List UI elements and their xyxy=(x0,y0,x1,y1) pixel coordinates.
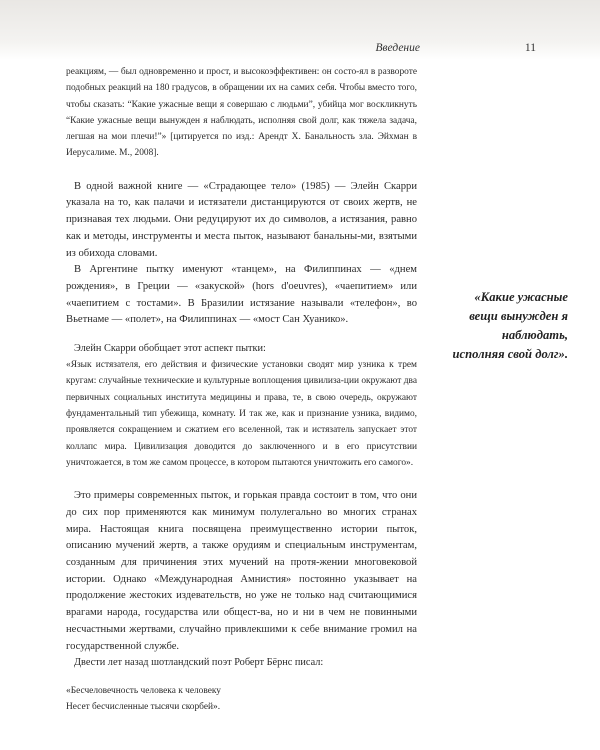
page-number: 11 xyxy=(524,42,536,54)
scarry-quote: «Язык истязателя, его действия и физические установки сводят мир узника к трем кругам: случайные технические и культурные воплощения цивилиза-ции окружают два первичных социальных института медицины и права, те, в свою очередь, окружают фундаментальный тип убежища, комнату. И так же, как и признание узника, видимо, проявляется сокращением и сжатием его вселенной, так и истязатель запускает этот коллапс мира. Цивилизация доводится до заключенного и в его присутствии уничтожается, в том же самом процессе, в котором пытаются уничтожить его самого». xyxy=(66,360,417,468)
pull-quote: «Какие ужасные вещи вынужден я наблюдать, исполняя свой долг». xyxy=(452,290,568,361)
paragraph-torture-names: В Аргентине пытку именуют «танцем», на Филиппинах — «днем рождения», в Греции — «закуской» (hors d'oeuvres), «чаепитием» или «чаепитием с тостами». В Бразилии истязание называли «телефон», во Вьетнаме — «полет», на Филиппинах — «мост Сан Хуанико». xyxy=(66,264,417,326)
paragraph-modern-torture: Это примеры современных пыток, и горькая правда состоит в том, что они до сих пор применяются как минимум полулегально во многих странах мира. Настоящая книга посвящена преимущественно истории пыток, описанию мучений жертв, а также орудиям и специальным инструментам, созданным для причинения этих мучений на протя-жении многовековой истории. Однако «Международная Амнистия» постоянно указывает на продолжение жестоких издевательств, но уже не только над считающимися врагами народа, государства или общест-ва, но и ни в чем не повинными несчастными жертвами, случайно привлекшими к себе внимание громил на государственной службе. xyxy=(66,490,417,652)
header-band xyxy=(0,0,600,60)
scarry-lead: Элейн Скарри обобщает этот аспект пытки: xyxy=(74,343,266,355)
paragraph-scarry-book: В одной важной книге — «Страдающее тело» (1985) — Элейн Скарри указала на то, как палачи и истязатели дистанцируются от своих жертв, не признавая тех людьми. Они редуцируют их до символов, а истязания, равно как и методы, инструменты и места пыток, называют банальны-ми, взятыми из обихода словами. xyxy=(66,180,417,259)
running-head: Введение xyxy=(375,42,420,54)
burns-lead: Двести лет назад шотландский поэт Роберт Бёрнс писал: xyxy=(74,657,324,669)
quote-continuation: реакциям, — был одновременно и прост, и высокоэффективен: он состо-ял в развороте подобных реакций на 180 градусов, в обращении их на самих себя. Чтобы вместо того, чтобы сказать: “Какие ужасные вещи я совершаю с людьми”, убийца мог воскликнуть “Какие ужасные вещи вынужден я наблюдать, исполняя свой долг, как тяжела задача, легшая на мои плечи!”» [цитируется по изд.: Арендт Х. Банальность зла. Эйхман в Иерусалиме. М., 2008]. xyxy=(66,67,417,159)
poem-line-2: Несет бесчисленные тысячи скорбей». xyxy=(66,702,221,713)
poem-line-1: «Бесчеловечность человека к человеку xyxy=(66,686,221,697)
main-text-column xyxy=(66,64,417,715)
